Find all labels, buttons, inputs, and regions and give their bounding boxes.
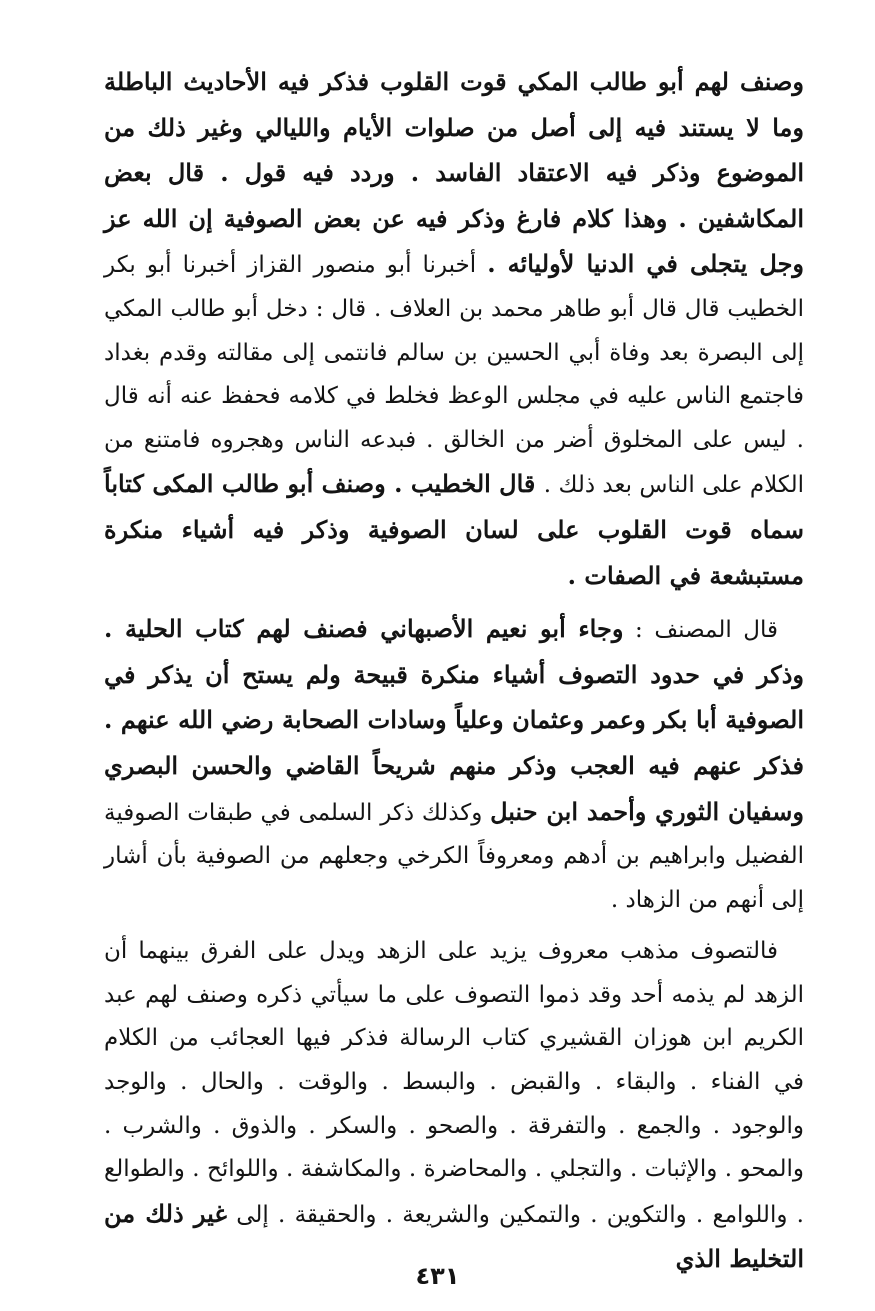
paragraph-qut-al-qulub <box>104 60 804 599</box>
book-page <box>104 60 805 1274</box>
text-regular: قال المصنف : <box>623 617 778 644</box>
text-bold: وجاء أبو نعيم الأصبهاني فصنف لهم كتاب الحلية . وذكر في حدود التصوف أشياء منكرة قبيحة ولم يستح أن يذكر في الصوفية أبا بكر وعمر وعثمان وعلياً وسادات الصحابة رضي الله عنهم . فذكر عنهم فيه العجب وذكر منهم شريحاً القاضي والحسن البصري وسفيان الثوري وأحمد ابن حنبل <box>104 614 804 826</box>
paragraph-tasawwuf <box>104 930 804 1283</box>
text-regular: أخبرنا أبو منصور القزاز أخبرنا أبو بكر الخطيب قال قال أبو طاهر محمد بن العلاف . قال : دخل أبو طالب المكي إلى البصرة بعد وفاة أبي الحسين بن سالم فانتمى إلى مقالته وقدم بغداد فاجتمع الناس عليه في مجلس الوعظ فخلط في كلامه فحفظ عنه أنه قال . ليس على المخلوق أضر من الخالق . فبدعه الناس وهجروه فامتنع من الكلام على الناس بعد ذلك . <box>104 252 804 499</box>
text-regular: وكذلك ذكر السلمى في طبقات الصوفية الفضيل وابراهيم بن أدهم ومعروفاً الكرخي وجعلهم من الصوفية بأن أشار إلى أنهم من الزهاد . <box>104 799 804 913</box>
text-regular: فالتصوف مذهب معروف يزيد على الزهد ويدل على الفرق بينهما أن الزهد لم يذمه أحد وقد ذموا التصوف على ما سيأتي ذكره وصنف لهم عبد الكريم ابن هوزان القشيري كتاب الرسالة فذكر فيها العجائب من الكلام في الفناء . والبقاء . والقبض . والبسط . والوقت . والحال . والوجد والوجود . والجمع . والتفرقة . والصحو . والسكر . والذوق . والشرب . والمحو . والإثبات . والتجلي . والمحاضرة . والمكاشفة . واللوائح . والطوالع . واللوامع . والتكوين . والتمكين والشريعة . والحقيقة . إلى <box>104 938 804 1228</box>
text-bold: قال الخطيب . وصنف أبو طالب المكى كتاباً سماه قوت القلوب على لسان الصوفية وذكر فيه أشياء منكرة مستبشعة في الصفات . <box>104 469 804 590</box>
page-number: ٤٣١ <box>415 1262 460 1290</box>
text-bold: وصنف لهم أبو طالب المكي قوت القلوب فذكر فيه الأحاديث الباطلة وما لا يستند فيه إلى أصل من صلوات الأيام والليالي وغير ذلك من الموضوع وذكر فيه الاعتقاد الفاسد . وردد فيه قول . قال بعض المكاشفين . وهذا كلام فارغ وذكر فيه عن بعض الصوفية إن الله عز وجل يتجلى في الدنيا لأوليائه . <box>104 67 805 279</box>
text-bold: غير ذلك من التخليط الذي <box>104 1198 804 1274</box>
paragraph-hilya <box>104 607 804 922</box>
